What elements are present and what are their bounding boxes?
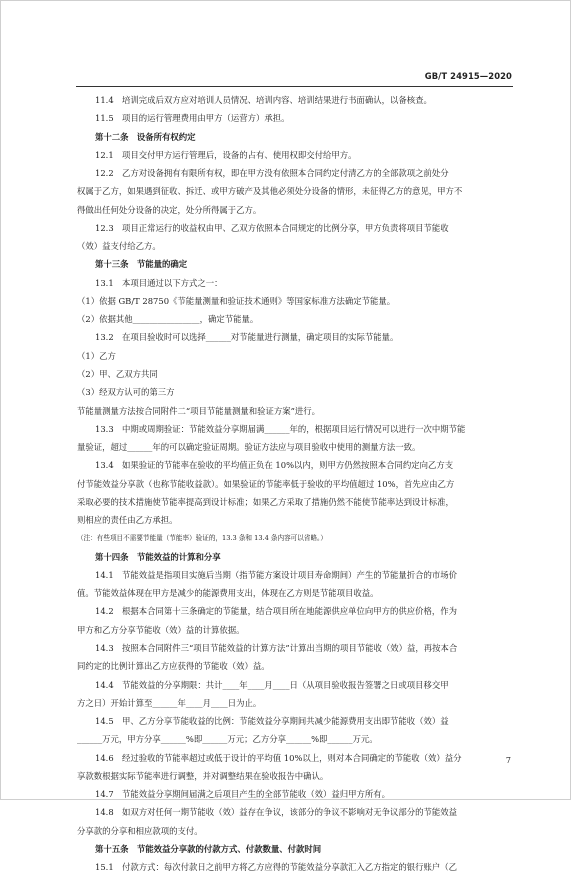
text-line: 13.4 如果验证的节能率在验收的平均值正负在 10%以内，则甲方仍然按照本合同约定向乙方支 [95, 460, 454, 471]
text-line: （效）益支付给乙方。 [77, 241, 161, 252]
text-line: 13.3 中期或周期验证：节能效益分享期届满______年的，根据项目运行情况可以进行一次中期节能 [95, 423, 466, 434]
text-line: 14.7 节能效益分享期间届满之后项目产生的全部节能收（效）益归甲方所有。 [95, 789, 391, 800]
text-line: 12.3 项目正常运行的收益权由甲、乙双方依照本合同规定的比例分享，甲方负责将项目节能收 [95, 222, 449, 233]
text-line: 权属于乙方，如果遇到征收、拆迁、或甲方破产及其他必须处分设备的情形，未征得乙方的意见，甲方不 [77, 186, 463, 197]
text-line: 14.3 按照本合同附件三“项目节能效益的计算方法”计算出当期的项目节能收（效）益，再按本合 [95, 642, 458, 653]
text-line: 15.1 付款方式：每次付款日之前甲方将乙方应得的节能效益分享款汇入乙方指定的银行账户（乙 [95, 862, 458, 873]
text-line: 14.6 经过验收的节能率超过或低于设计的平均值 10%以上，则对本合同确定的节能收（效）益分 [95, 752, 462, 763]
text-line: 14.2 根据本合同第十三条确定的节能量，结合项目所在地能源供应单位向甲方的供应价格，作为 [95, 606, 458, 617]
text-line: 甲方和乙方分享节能收（效）益的计算依据。 [77, 624, 245, 635]
text-line: 付节能效益分享款（也称节能收益款）。如果验证的节能率低于验收的平均值超过 10%，首先应由乙方 [77, 478, 455, 489]
text-line: 值。节能效益体现在甲方是减少的能源费用支出，体现在乙方则是节能项目收益。 [77, 588, 379, 599]
note-line: （注：有些项目不需要节能量（节能率）验证的，13.3 条和 13.4 条内容可以省略。） [77, 534, 327, 543]
header-rule [76, 86, 513, 87]
text-line: 11.5 项目的运行管理费用由甲方（运营方）承担。 [95, 113, 290, 124]
text-line: 则相应的责任由乙方承担。 [77, 515, 178, 526]
article-heading: 第十五条 节能效益分享款的付款方式、付款数量、付款时间 [95, 843, 322, 854]
text-line: 节能量测量方法按合同附件二“项目节能量测量和验证方案”进行。 [77, 405, 321, 416]
text-line: （1）乙方 [77, 350, 116, 361]
text-line: 享款数根据实际节能率进行调整，并对调整结果在验收报告中确认。 [77, 770, 329, 781]
text-line: ______万元，甲方分享______%即______万元；乙方分享______%即______万元。 [77, 734, 378, 745]
text-line: 13.2 在项目验收时可以选择______对节能量进行测量，确定项目的实际节能量。 [95, 332, 399, 343]
text-line: 方之日）开始计算至______年____月____日为止。 [77, 697, 262, 708]
text-line: （3）经双方认可的第三方 [77, 387, 175, 398]
text-line: 同约定的比例计算出乙方应获得的节能收（效）益。 [77, 661, 270, 672]
text-line: （2）依据其他________________，确定节能量。 [77, 314, 259, 325]
standard-code-header: GB/T 24915—2020 [424, 71, 512, 81]
text-line: 13.1 本项目通过以下方式之一： [95, 277, 223, 288]
text-line: 14.4 节能效益的分享期限：共计____年____月____日（从项目验收报告签署之日或项目移交甲 [95, 679, 449, 690]
text-line: 14.5 甲、乙方分享节能收益的比例：节能效益分享期间共减少能源费用支出即节能收（效）益 [95, 716, 449, 727]
text-line: 14.8 如双方对任何一期节能收（效）益存在争议，该部分的争议不影响对无争议部分的节能效益 [95, 807, 458, 818]
text-line: 量验证，超过______年的可以确定验证周期。验证方法应与项目验收中使用的测量方法一致。 [77, 442, 421, 453]
article-heading: 第十四条 节能效益的计算和分享 [95, 551, 221, 562]
text-line: 12.2 乙方对设备拥有有限所有权，即在甲方没有依照本合同约定付清乙方的全部款项之前处分 [95, 168, 449, 179]
text-line: 分享款的分享和相应款项的支付。 [77, 825, 203, 836]
article-heading: 第十三条 节能量的确定 [95, 259, 188, 270]
article-heading: 第十二条 设备所有权约定 [95, 131, 196, 142]
text-line: （2）甲、乙双方共同 [77, 368, 158, 379]
document-body [77, 91, 514, 876]
text-line: 11.4 培训完成后双方应对培训人员情况、培训内容、培训结果进行书面确认，以备核查。 [95, 95, 432, 105]
text-line: 得做出任何处分设备的决定，处分所得属于乙方。 [77, 204, 262, 215]
text-line: 12.1 项目交付甲方运行管理后，设备的占有、使用权即交付给甲方。 [95, 149, 357, 160]
text-line: 14.1 节能效益是指项目实施后当期（指节能方案设计项目寿命期间）产生的节能量折合的市场价 [95, 569, 458, 580]
text-line: （1）依据 GB/T 28750《节能量测量和验证技术通则》等国家标准方法确定节能量。 [77, 295, 396, 306]
page-number: 7 [505, 756, 511, 765]
text-line: 采取必要的技术措施使节能率提高到设计标准；如果乙方采取了措施仍然不能使节能率达到设计标准， [77, 496, 454, 507]
